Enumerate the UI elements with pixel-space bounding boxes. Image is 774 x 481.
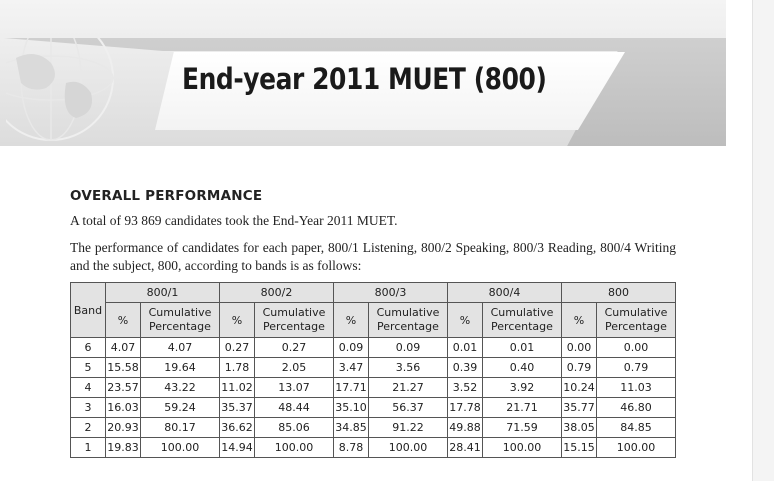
cumulative-header: Cumulative Percentage — [483, 303, 562, 338]
performance-table — [70, 282, 676, 458]
paper-header: 800 — [562, 283, 676, 303]
cumulative-cell: 21.71 — [483, 398, 562, 418]
cumulative-cell: 100.00 — [369, 438, 448, 458]
percent-cell: 0.09 — [334, 338, 369, 358]
percent-cell: 16.03 — [106, 398, 141, 418]
cumulative-cell: 2.05 — [255, 358, 334, 378]
description-paragraph: The performance of candidates for each paper, 800/1 Listening, 800/2 Speaking, 800/3 Reading, 800/4 Writing and the subject, 800, according to bands is as follows: — [70, 240, 676, 273]
cumulative-cell: 48.44 — [255, 398, 334, 418]
header-banner — [0, 0, 726, 146]
percent-header: % — [106, 303, 141, 338]
cumulative-cell: 3.56 — [369, 358, 448, 378]
cumulative-header: Cumulative Percentage — [255, 303, 334, 338]
percent-cell: 23.57 — [106, 378, 141, 398]
percent-cell: 4.07 — [106, 338, 141, 358]
percent-cell: 28.41 — [448, 438, 483, 458]
band-cell: 3 — [71, 398, 106, 418]
percent-cell: 0.39 — [448, 358, 483, 378]
percent-cell: 0.79 — [562, 358, 597, 378]
percent-cell: 3.47 — [334, 358, 369, 378]
percent-cell: 0.27 — [220, 338, 255, 358]
percent-cell: 19.83 — [106, 438, 141, 458]
cumulative-header: Cumulative Percentage — [141, 303, 220, 338]
cumulative-cell: 43.22 — [141, 378, 220, 398]
cumulative-cell: 0.27 — [255, 338, 334, 358]
percent-cell: 10.24 — [562, 378, 597, 398]
percent-cell: 38.05 — [562, 418, 597, 438]
table-row — [71, 398, 676, 418]
cumulative-cell: 0.09 — [369, 338, 448, 358]
page-edge — [752, 0, 774, 481]
cumulative-cell: 84.85 — [597, 418, 676, 438]
cumulative-cell: 11.03 — [597, 378, 676, 398]
percent-cell: 35.10 — [334, 398, 369, 418]
cumulative-cell: 19.64 — [141, 358, 220, 378]
percent-cell: 17.71 — [334, 378, 369, 398]
cumulative-header: Cumulative Percentage — [369, 303, 448, 338]
cumulative-header: Cumulative Percentage — [597, 303, 676, 338]
percent-cell: 35.37 — [220, 398, 255, 418]
band-cell: 5 — [71, 358, 106, 378]
band-cell: 6 — [71, 338, 106, 358]
cumulative-cell: 0.01 — [483, 338, 562, 358]
percent-cell: 15.58 — [106, 358, 141, 378]
cumulative-cell: 80.17 — [141, 418, 220, 438]
table-row — [71, 378, 676, 398]
band-cell: 2 — [71, 418, 106, 438]
band-cell: 1 — [71, 438, 106, 458]
percent-cell: 17.78 — [448, 398, 483, 418]
cumulative-cell: 0.00 — [597, 338, 676, 358]
cumulative-cell: 59.24 — [141, 398, 220, 418]
percent-header: % — [448, 303, 483, 338]
cumulative-cell: 0.79 — [597, 358, 676, 378]
table-header-row — [71, 283, 676, 303]
percent-cell: 20.93 — [106, 418, 141, 438]
band-cell: 4 — [71, 378, 106, 398]
percent-cell: 3.52 — [448, 378, 483, 398]
percent-header: % — [562, 303, 597, 338]
table-row — [71, 418, 676, 438]
cumulative-cell: 100.00 — [597, 438, 676, 458]
page-title: End-year 2011 MUET (800) — [182, 62, 547, 96]
table-body — [71, 338, 676, 458]
table-row — [71, 438, 676, 458]
table-row — [71, 358, 676, 378]
percent-cell: 14.94 — [220, 438, 255, 458]
cumulative-cell: 21.27 — [369, 378, 448, 398]
intro-paragraph: A total of 93 869 candidates took the End-Year 2011 MUET. — [70, 213, 398, 228]
cumulative-cell: 91.22 — [369, 418, 448, 438]
paper-header: 800/4 — [448, 283, 562, 303]
percent-cell: 1.78 — [220, 358, 255, 378]
paper-header: 800/1 — [106, 283, 220, 303]
band-header: Band — [71, 283, 106, 338]
percent-cell: 0.00 — [562, 338, 597, 358]
cumulative-cell: 56.37 — [369, 398, 448, 418]
paper-header: 800/3 — [334, 283, 448, 303]
cumulative-cell: 85.06 — [255, 418, 334, 438]
percent-cell: 8.78 — [334, 438, 369, 458]
percent-cell: 0.01 — [448, 338, 483, 358]
percent-cell: 15.15 — [562, 438, 597, 458]
cumulative-cell: 100.00 — [255, 438, 334, 458]
cumulative-cell: 3.92 — [483, 378, 562, 398]
cumulative-cell: 4.07 — [141, 338, 220, 358]
cumulative-cell: 100.00 — [483, 438, 562, 458]
cumulative-cell: 100.00 — [141, 438, 220, 458]
percent-header: % — [334, 303, 369, 338]
table-row — [71, 338, 676, 358]
cumulative-cell: 46.80 — [597, 398, 676, 418]
percent-cell: 36.62 — [220, 418, 255, 438]
table-subheader-row — [71, 303, 676, 338]
percent-cell: 49.88 — [448, 418, 483, 438]
percent-cell: 35.77 — [562, 398, 597, 418]
percent-cell: 34.85 — [334, 418, 369, 438]
cumulative-cell: 71.59 — [483, 418, 562, 438]
cumulative-cell: 13.07 — [255, 378, 334, 398]
cumulative-cell: 0.40 — [483, 358, 562, 378]
section-heading: OVERALL PERFORMANCE — [70, 188, 263, 204]
percent-cell: 11.02 — [220, 378, 255, 398]
percent-header: % — [220, 303, 255, 338]
paper-header: 800/2 — [220, 283, 334, 303]
